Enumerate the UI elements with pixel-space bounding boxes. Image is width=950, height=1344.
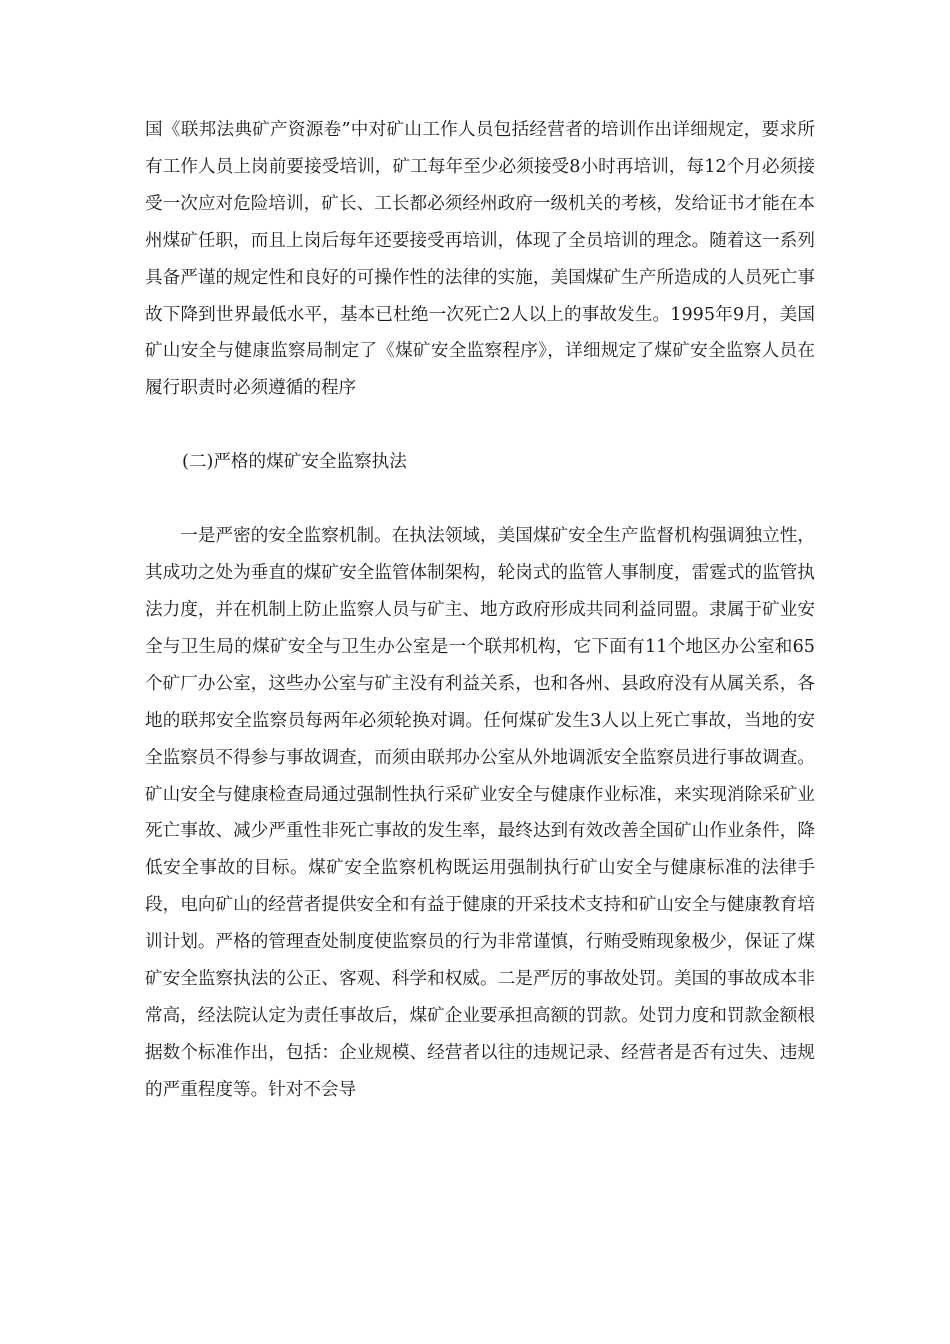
body-paragraph-2: 一是严密的安全监察机制。在执法领域，美国煤矿安全生产监督机构强调独立性，其成功之处为垂直的煤矿安全监管体制架构，轮岗式的监管人事制度，雷霆式的监管执法力度，并在机制上防止监察人员与矿主、地方政府形成共同利益同盟。隶属于矿业安全与卫生局的煤矿安全与卫生办公室是一个联邦机构，它下面有11个地区办公室和65个矿厂办公室，这些办公室与矿主没有利益关系，也和各州、县政府没有从属关系，各地的联邦安全监察员每两年必须轮换对调。任何煤矿发生3人以上死亡事故，当地的安全监察员不得参与事故调查，而须由联邦办公室从外地调派安全监察员进行事故调查。矿山安全与健康检查局通过强制性执行采矿业安全与健康作业标准，来实现消除采矿业死亡事故、减少严重性非死亡事故的发生率，最终达到有效改善全国矿山作业条件，降低安全事故的目标。煤矿安全监察机构既运用强制执行矿山安全与健康标准的法律手段，电向矿山的经营者提供安全和有益于健康的开采技术支持和矿山安全与健康教育培训计划。严格的管理查处制度使监察员的行为非常谨慎，行贿受贿现象极少，保证了煤矿安全监察执法的公正、客观、科学和权威。二是严厉的事故处罚。美国的事故成本非常高，经法院认定为责任事故后，煤矿企业要承担高额的罚款。处罚力度和罚款金额根据数个标准作出，包括：企业规模、经营者以往的违规记录、经营者是否有过失、违规的严重程度等。针对不会导	[145, 526, 815, 1100]
section-heading: (二)严格的煤矿安全监察执法	[182, 452, 407, 473]
document-page	[145, 112, 815, 1109]
body-paragraph-1: 国《联邦法典矿产资源卷”中对矿山工作人员包括经营者的培训作出详细规定，要求所有工作人员上岗前要接受培训，矿工每年至少必须接受8小时再培训，每12个月必须接受一次应对危险培训，矿长、工长都必须经州政府一级机关的考核，发给证书才能在本州煤矿任职，而且上岗后每年还要接受再培训，体现了全员培训的理念。随着这一系列具备严谨的规定性和良好的可操作性的法律的实施，美国煤矿生产所造成的人员死亡事故下降到世界最低水平，基本已杜绝一次死亡2人以上的事故发生。1995年9月，美国矿山安全与健康监察局制定了《煤矿安全监察程序》，详细规定了煤矿安全监察人员在履行职责时必须遵循的程序	[145, 120, 815, 399]
